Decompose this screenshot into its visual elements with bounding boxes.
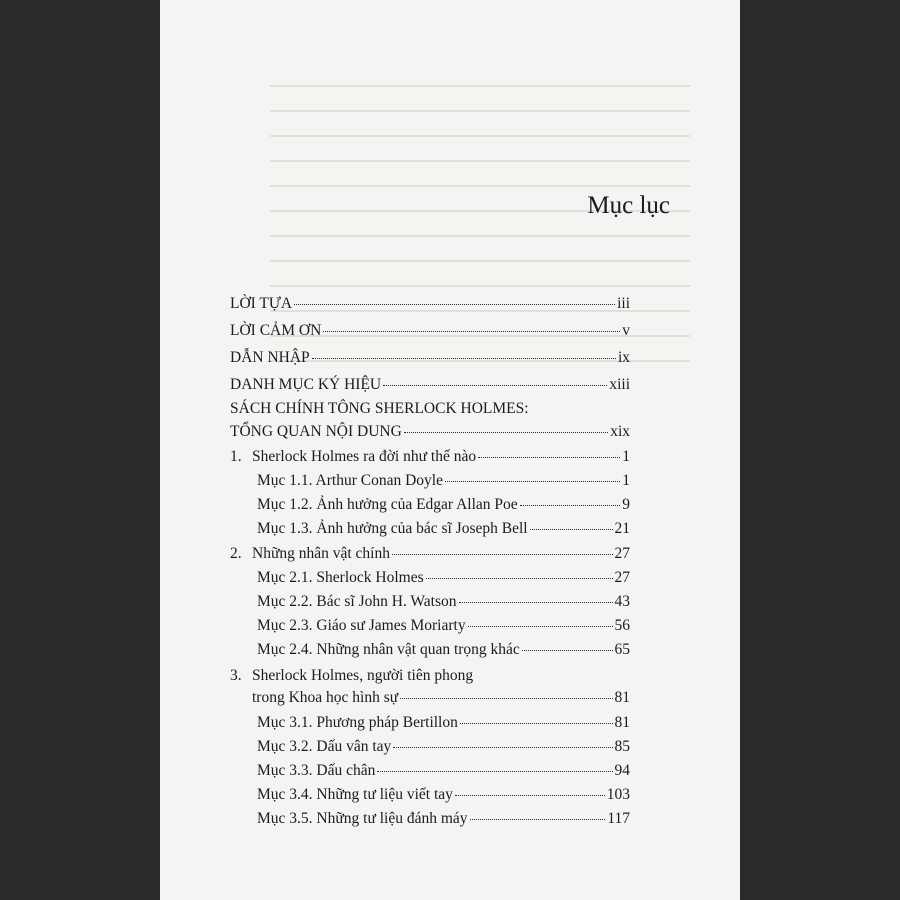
toc-section-2-1: Mục 2.1. Sherlock Holmes 27 <box>257 569 630 586</box>
toc-section-1-3: Mục 1.3. Ảnh hưởng của bác sĩ Joseph Bell 21 <box>257 520 630 537</box>
toc-entry-symbols: DANH MỤC KÝ HIỆU xiii <box>230 376 630 393</box>
toc-section-2-4: Mục 2.4. Những nhân vật quan trọng khác 65 <box>257 641 630 658</box>
toc-chapter-3: trong Khoa học hình sự 81 <box>252 689 630 706</box>
toc-section-3-3: Mục 3.3. Dấu chân 94 <box>257 762 630 779</box>
toc-chapter-1: 1. Sherlock Holmes ra đời như thế nào 1 <box>230 448 630 465</box>
toc-section-3-5: Mục 3.5. Những tư liệu đánh máy 117 <box>257 810 630 827</box>
toc-section-3-1: Mục 3.1. Phương pháp Bertillon 81 <box>257 714 630 731</box>
toc-entry-preface: LỜI TỰA iii <box>230 295 630 312</box>
toc-entry-canon: TỔNG QUAN NỘI DUNG xix <box>230 423 630 440</box>
page-title: Mục lục <box>587 192 670 219</box>
toc-chapter-2: 2. Những nhân vật chính 27 <box>230 545 630 562</box>
toc-section-3-4: Mục 3.4. Những tư liệu viết tay 103 <box>257 786 630 803</box>
toc-section-3-2: Mục 3.2. Dấu vân tay 85 <box>257 738 630 755</box>
book-page <box>160 0 740 900</box>
toc-section-1-1: Mục 1.1. Arthur Conan Doyle 1 <box>257 472 630 489</box>
toc-entry-canon-line1: SÁCH CHÍNH TÔNG SHERLOCK HOLMES: <box>230 400 529 417</box>
toc-section-2-2: Mục 2.2. Bác sĩ John H. Watson 43 <box>257 593 630 610</box>
toc-section-1-2: Mục 1.2. Ảnh hưởng của Edgar Allan Poe 9 <box>257 496 630 513</box>
toc-entry-introduction: DẪN NHẬP ix <box>230 349 630 366</box>
show-through-text <box>270 85 690 385</box>
toc-section-2-3: Mục 2.3. Giáo sư James Moriarty 56 <box>257 617 630 634</box>
toc-chapter-3-line1: 3. Sherlock Holmes, người tiên phong <box>230 667 474 684</box>
toc-entry-acknowledgements: LỜI CẢM ƠN v <box>230 322 630 339</box>
